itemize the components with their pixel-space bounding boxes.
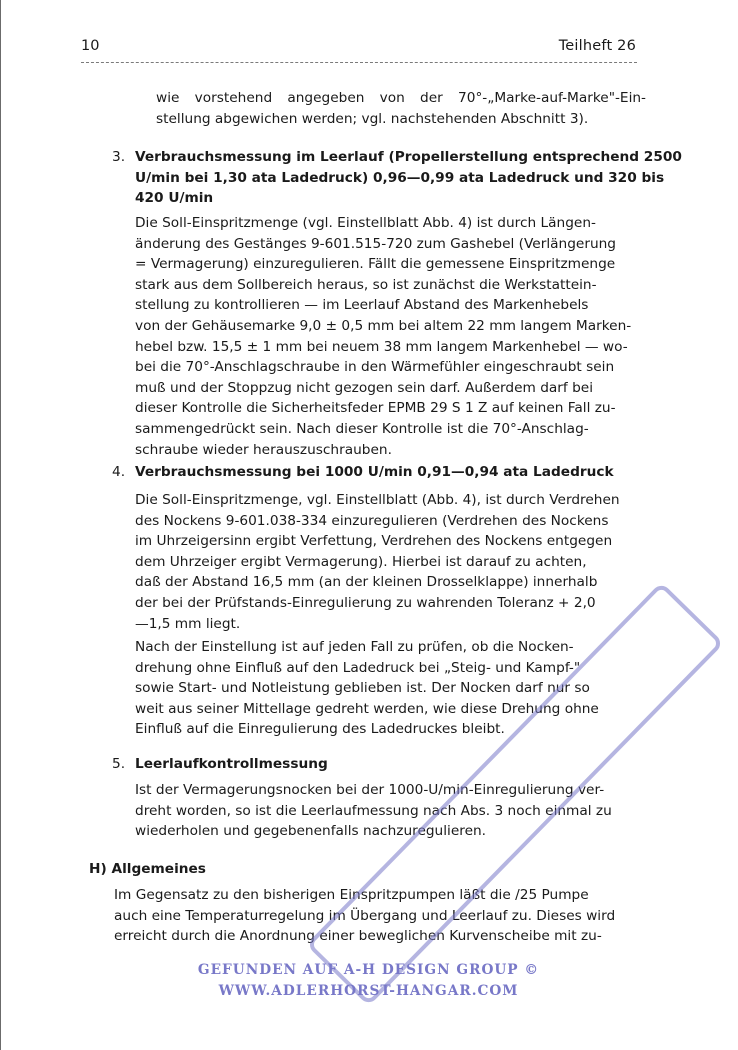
text-line: Im Gegensatz zu den bisherigen Einspritzpumpen läßt die /25 Pumpe — [114, 887, 589, 903]
section-body — [135, 213, 695, 460]
running-head: Teilheft 26 — [558, 38, 636, 54]
text-line: Nach der Einstellung ist auf jeden Fall zu prüfen, ob die Nocken- — [135, 639, 574, 655]
text-line: auch eine Temperaturregelung im Übergang und Leerlauf zu. Dieses wird — [114, 907, 616, 924]
text-line: stark aus dem Sollbereich heraus, so ist zunächst die Werkstattein- — [135, 276, 597, 293]
section-number: 5. — [112, 756, 126, 772]
text-line: änderung des Gestänges 9-601.515-720 zum Gashebel (Verlängerung — [135, 235, 616, 252]
header-rule — [81, 62, 637, 63]
section-body — [135, 637, 695, 740]
text-line: sammengedrückt sein. Nach dieser Kontrolle ist die 70°-Anschlag- — [135, 420, 589, 437]
text-line: erreicht durch die Anordnung einer beweglichen Kurvenscheibe mit zu- — [114, 928, 602, 945]
section-body — [135, 490, 695, 634]
text-line: sowie Start- und Notleistung geblieben ist. Der Nocken darf nur so — [135, 680, 590, 697]
section-heading — [135, 754, 695, 775]
text-line: dieser Kontrolle die Sicherheitsfeder EPMB 29 S 1 Z auf keinen Fall zu- — [135, 400, 616, 417]
text-line: bei die 70°-Anschlagschraube in den Wärmefühler eingeschraubt sein — [135, 359, 615, 376]
text-line: schraube wieder herauszuschrauben. — [135, 441, 392, 458]
text-line: —1,5 mm liegt. — [135, 615, 241, 632]
watermark-line-2: WWW.ADLERHORST-HANGAR.COM — [218, 982, 519, 999]
text-line: Ist der Vermagerungsnocken bei der 1000-U/min-Einregulierung ver- — [135, 782, 605, 798]
text-line: = Vermagerung) einzuregulieren. Fällt die gemessene Einspritzmenge — [135, 256, 616, 273]
text-line: Die Soll-Einspritzmenge, vgl. Einstellblatt (Abb. 4), ist durch Verdrehen — [135, 492, 620, 508]
section-number: 3. — [112, 149, 126, 165]
text-line: der bei der Prüfstands-Einregulierung zu wahrenden Toleranz + 2,0 — [135, 594, 596, 611]
heading-line: Verbrauchsmessung im Leerlauf (Propellerstellung entsprechend 2500 — [135, 149, 682, 165]
text-line: Die Soll-Einspritzmenge (vgl. Einstellblatt Abb. 4) ist durch Längen- — [135, 215, 596, 231]
page-left-border — [0, 0, 1, 1050]
intro-paragraph — [156, 88, 646, 129]
text-line: im Uhrzeigersinn ergibt Verfettung, Verdrehen des Nockens entgegen — [135, 533, 613, 550]
heading-line: Verbrauchsmessung bei 1000 U/min 0,91—0,94 ata Ladedruck — [135, 464, 614, 480]
text-line: wie vorstehend angegeben von der 70°-„Marke-auf-Marke"-Ein- — [156, 90, 646, 106]
text-line: muß und der Stoppzug nicht gezogen sein darf. Außerdem darf bei — [135, 379, 594, 396]
text-line: von der Gehäusemarke 9,0 ± 0,5 mm bei altem 22 mm langem Marken- — [135, 317, 632, 334]
text-line: daß der Abstand 16,5 mm (an der kleinen Drosselklappe) innerhalb — [135, 574, 598, 591]
heading-line: Leerlaufkontrollmessung — [135, 756, 328, 772]
text-line: hebel bzw. 15,5 ± 1 mm bei neuem 38 mm langem Markenhebel — wo- — [135, 338, 628, 355]
watermark-line-1: GEFUNDEN AUF A-H DESIGN GROUP © — [197, 962, 540, 978]
text-line: weit aus seiner Mittellage gedreht werden, wie diese Drehung ohne — [135, 700, 599, 717]
text-line: dem Uhrzeiger ergibt Vermagerung). Hierbei ist darauf zu achten, — [135, 553, 587, 570]
watermark-stamp — [114, 960, 623, 1001]
heading-line: U/min bei 1,30 ata Ladedruck) 0,96—0,99 ata Ladedruck und 320 bis — [135, 169, 665, 186]
text-line: wiederholen und gegebenenfalls nachzuregulieren. — [135, 823, 487, 840]
section-heading — [135, 147, 695, 209]
heading-line: 420 U/min — [135, 190, 214, 207]
section-heading — [135, 462, 695, 483]
section-body — [114, 885, 704, 947]
page-number: 10 — [81, 38, 100, 54]
chapter-heading: H) Allgemeines — [89, 861, 206, 877]
text-line: des Nockens 9-601.038-334 einzuregulieren (Verdrehen des Nockens — [135, 512, 609, 529]
text-line: stellung zu kontrollieren — im Leerlauf Abstand des Markenhebels — [135, 297, 589, 314]
text-line: stellung abgewichen werden; vgl. nachstehenden Abschnitt 3). — [156, 110, 589, 127]
text-line: dreht worden, so ist die Leerlaufmessung nach Abs. 3 noch einmal zu — [135, 802, 612, 819]
section-number: 4. — [112, 464, 126, 480]
text-line: Einfluß auf die Einregulierung des Ladedruckes bleibt. — [135, 721, 505, 738]
section-body — [135, 780, 695, 842]
text-line: drehung ohne Einfluß auf den Ladedruck bei „Steig- und Kampf-" — [135, 659, 581, 676]
